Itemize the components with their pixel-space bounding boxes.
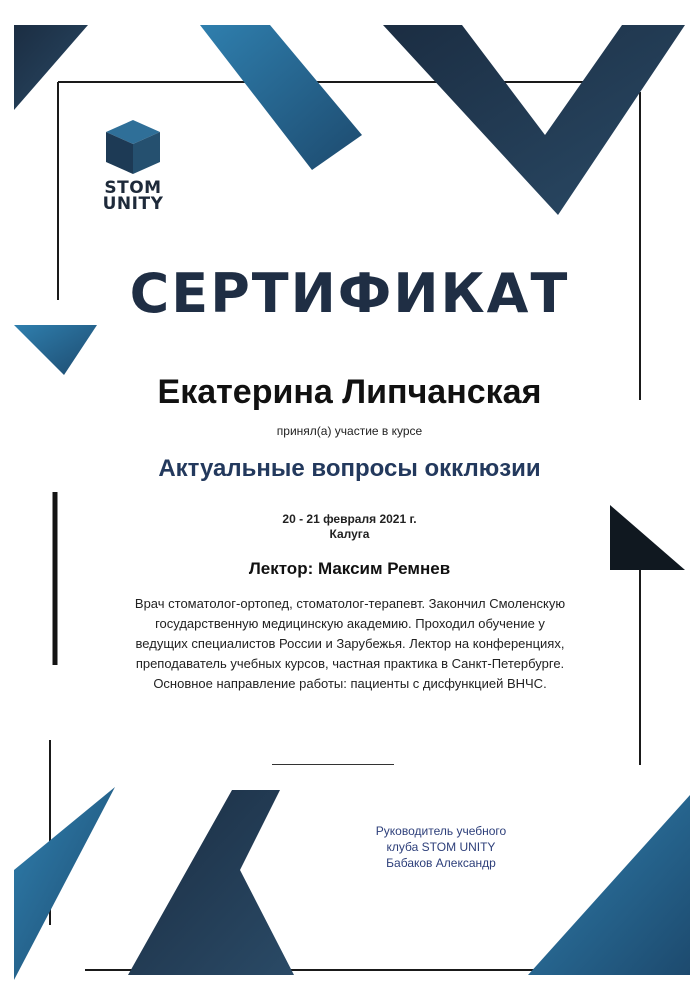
top-blue-band xyxy=(200,25,362,170)
recipient-name: Екатерина Липчанская xyxy=(157,373,542,411)
bottom-left-triangle xyxy=(14,787,115,980)
lecturer-bio xyxy=(80,594,620,694)
signature-line xyxy=(272,764,394,765)
logo-wordmark xyxy=(92,180,174,212)
bio-line: государственную медицинскую академию. Проходил обучение у xyxy=(155,616,545,631)
bio-line: преподаватель учебных курсов, частная практика в Санкт-Петербурге. xyxy=(135,656,565,671)
lecturer-name: Лектор: Максим Ремнев xyxy=(248,559,451,578)
bio-line: Врач стоматолог-ортопед, стоматолог-терапевт. Закончил Смоленскую xyxy=(134,596,566,611)
participation-text: принял(а) участие в курсе xyxy=(276,424,423,438)
logo-line-1: STOM xyxy=(104,178,162,198)
event-city: Калуга xyxy=(329,527,370,541)
logo-line-2: UNITY xyxy=(102,194,164,214)
signatory-organization: клуба STOM UNITY xyxy=(386,840,496,854)
stom-unity-logo-icon xyxy=(92,116,174,178)
bio-line: ведущих специалистов России и Зарубежья. Лектор на конференциях, xyxy=(135,636,565,651)
bottom-center-chevron xyxy=(128,790,294,975)
signatory-title: Руководитель учебного xyxy=(375,824,507,838)
bottom-right-triangle xyxy=(528,795,690,975)
left-mid-triangle xyxy=(14,325,97,375)
signatory-block xyxy=(331,823,551,871)
certificate-title: СЕРТИФИКАТ xyxy=(129,262,570,325)
event-date: 20 - 21 февраля 2021 г. xyxy=(282,512,417,526)
top-left-triangle xyxy=(14,25,88,110)
signatory-name: Бабаков Александр xyxy=(386,856,496,870)
course-title: Актуальные вопросы окклюзии xyxy=(158,455,541,482)
bio-line: Основное направление работы: пациенты с дисфункцией ВНЧС. xyxy=(153,676,547,691)
